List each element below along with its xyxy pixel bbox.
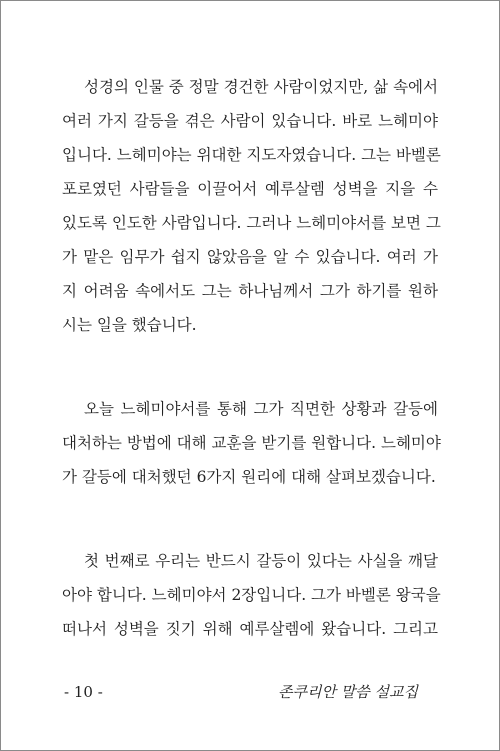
paragraph-gap [62, 342, 438, 392]
text-line: 가 갈등에 대처했던 6가지 원리에 대해 살펴보겠습니다. [62, 468, 436, 486]
text-line: 가 맡은 임무가 쉽지 않았음을 알 수 있습니다. 여러 가 [62, 248, 438, 266]
paragraph-1 [62, 70, 441, 342]
text-line: 있도록 인도한 사람입니다. 그러나 느헤미야서를 보면 그 [62, 214, 441, 232]
text-line: 여러 가지 갈등을 겪은 사람이 있습니다. 바로 느헤미야 [62, 112, 438, 130]
text-line: 시는 일을 했습니다. [62, 316, 197, 334]
text-line: 입니다. 느헤미야는 위대한 지도자였습니다. 그는 바벨론 [62, 146, 441, 164]
text-line: 첫 번째로 우리는 반드시 갈등이 있다는 사실을 깨달 [84, 552, 438, 570]
paragraph-2 [62, 392, 441, 494]
text-line: 지 어려움 속에서도 그는 하나님께서 그가 하기를 원하 [62, 282, 438, 300]
page-number: - 10 - [64, 683, 103, 701]
paragraph-gap [62, 494, 438, 544]
text-line: 오늘 느헤미야서를 통해 그가 직면한 상황과 갈등에 [84, 400, 438, 418]
page-body [62, 70, 441, 646]
text-line: 대처하는 방법에 대해 교훈을 받기를 원합니다. 느헤미야 [62, 434, 441, 452]
text-line: 성경의 인물 중 정말 경건한 사람이었지만, 삶 속에서 [84, 78, 438, 96]
text-line: 아야 합니다. 느헤미야서 2장입니다. 그가 바벨론 왕국을 [62, 586, 441, 604]
text-line: 포로였던 사람들을 이끌어서 예루살렘 성벽을 지을 수 [62, 180, 438, 198]
page-footer [62, 680, 438, 704]
running-title: 존쿠리안 말씀 설교집 [278, 683, 418, 701]
paragraph-3 [62, 544, 441, 646]
text-line: 떠나서 성벽을 짓기 위해 예루살렘에 왔습니다. 그리고 [62, 620, 438, 638]
